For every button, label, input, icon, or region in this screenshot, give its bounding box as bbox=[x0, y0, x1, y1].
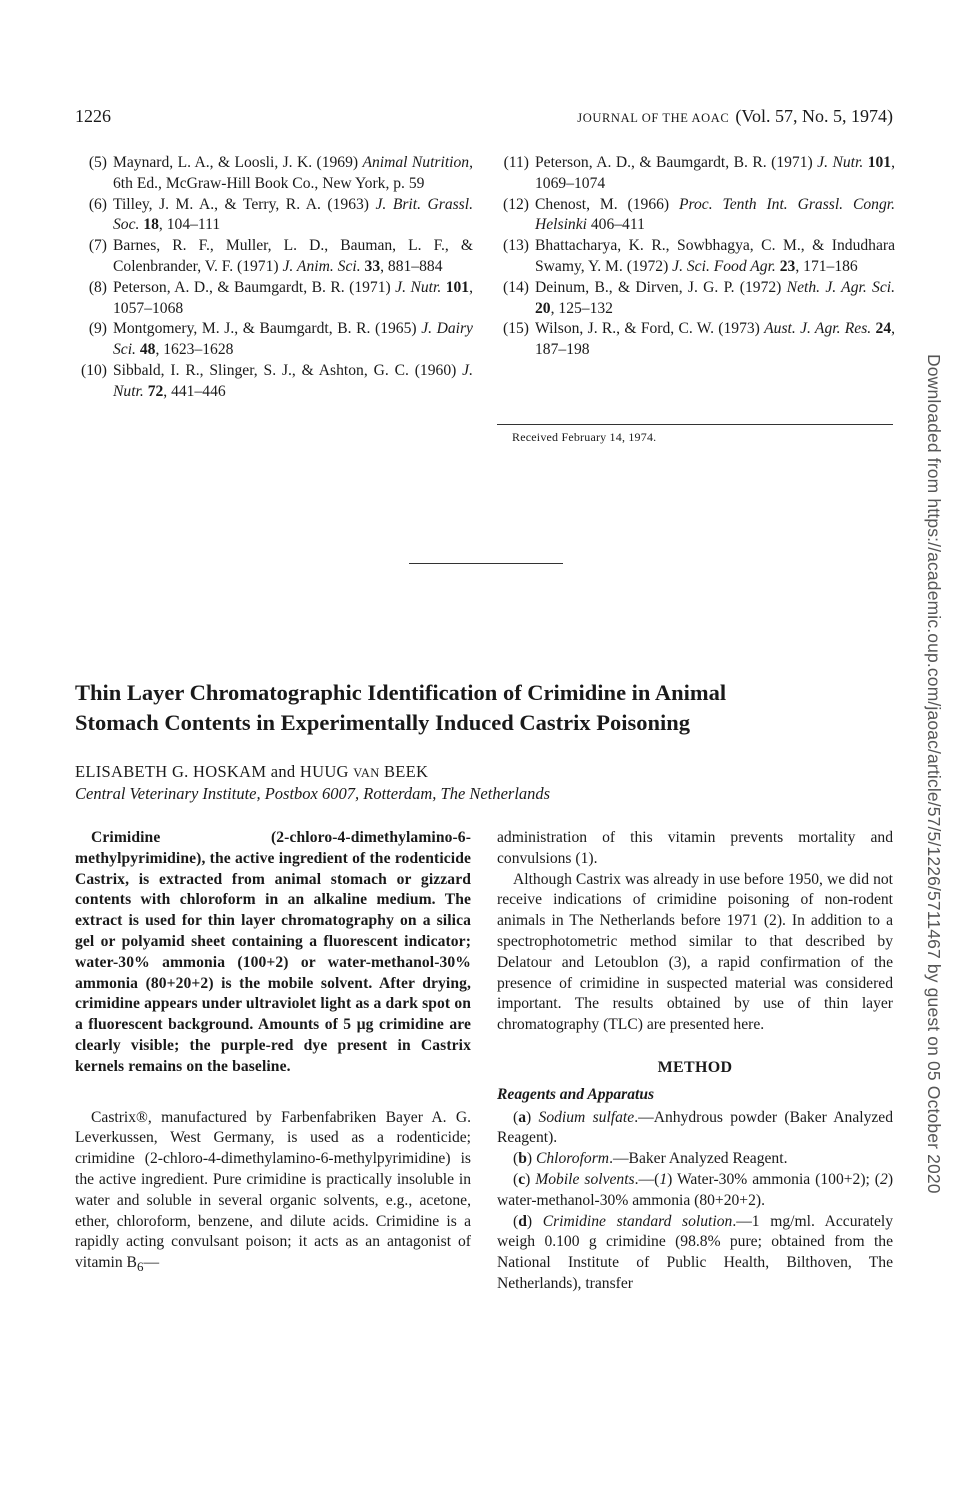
reference-item bbox=[75, 195, 473, 237]
intro-paragraph: Castrix®, manufactured by Farbenfabriken Bayer A. G. Leverkussen, West Germany, is used as a rodenticide; crimidine (2-chloro-4-dimethylamino-6-methylpyrimidine) is the active ingredient. Pure crimidine is practically insoluble in water and soluble in several organic solvents, e.g., acetone, ether, chloroform, benzene, and dilute acids. Crimidine is a rapidly acting convulsant poison; it acts as an antagonist of vitamin $B_6—$ bbox=[75, 1108, 471, 1275]
background-paragraph: Although Castrix was already in use before 1950, we did not receive indications of crimidine poisoning of non-rodent animals in The Netherlands before 1971 (2). In addition to a spectrophotometric method similar to that described by Delatour and Letoublon (3), a rapid confirmation of the presence of crimidine in suspected material was considered important. The results obtained by use of thin layer chromatography (TLC) are presented here. bbox=[497, 870, 893, 1034]
article-affiliation: Central Veterinary Institute, Postbox 6007, Rotterdam, The Netherlands bbox=[75, 784, 551, 803]
reference-item bbox=[497, 236, 895, 278]
reference-item bbox=[75, 319, 473, 361]
body-right-column bbox=[497, 828, 893, 1295]
reference-item bbox=[75, 361, 473, 403]
reference-item bbox=[75, 236, 473, 278]
reference-number: (15) bbox=[503, 320, 529, 338]
reference-text: Tilley, J. M. A., & Terry, R. A. (1963) J. Brit. Grassl. Soc. 18, 104–111 bbox=[113, 195, 473, 234]
reference-text: Deinum, B., & Dirven, J. G. P. (1972) Neth. J. Agr. Sci. 20, 125–132 bbox=[535, 278, 895, 317]
reference-item bbox=[497, 195, 895, 237]
reference-text: Montgomery, M. J., & Baumgardt, B. R. (1965) J. Dairy Sci. 48, 1623–1628 bbox=[113, 320, 473, 359]
reagent-d: (d) Crimidine standard solution.—1 mg/ml. Accurately weigh 0.100 g crimidine (98.8% pure; obtained from the National Institute of Public Health, Bilthoven, The Netherlands), transfer bbox=[497, 1212, 893, 1292]
reference-text: Wilson, J. R., & Ford, C. W. (1973) Aust. J. Agr. Res. 24, 187–198 bbox=[535, 320, 896, 359]
reference-number: (8) bbox=[88, 278, 107, 296]
reference-number: (9) bbox=[88, 320, 107, 338]
reference-text: Maynard, L. A., & Loosli, J. K. (1969) Animal Nutrition, 6th Ed., McGraw-Hill Book Co., New York, p. 59 bbox=[113, 154, 473, 192]
reference-item bbox=[497, 319, 895, 361]
journal-issue: (Vol. 57, No. 5, 1974) bbox=[735, 106, 893, 126]
article-title bbox=[75, 678, 905, 738]
method-heading: METHOD bbox=[657, 1058, 733, 1076]
received-divider bbox=[497, 424, 893, 425]
reference-number: (11) bbox=[503, 154, 529, 171]
continued-paragraph: administration of this vitamin prevents mortality and convulsions (1). bbox=[497, 829, 893, 867]
reference-item bbox=[75, 153, 473, 195]
reference-text: Bhattacharya, K. R., Sowbhagya, C. M., & Indudhara Swamy, Y. M. (1972) J. Sci. Food Agr. 23, 171–186 bbox=[535, 237, 895, 275]
reference-number: (7) bbox=[88, 237, 107, 255]
journal-name: JOURNAL OF THE AOAC bbox=[577, 111, 730, 125]
reagent-b: (b) Chloroform.—Baker Analyzed Reagent. bbox=[513, 1150, 788, 1168]
body-left-column bbox=[75, 828, 471, 1278]
references-left-column bbox=[75, 153, 473, 403]
reference-number: (13) bbox=[503, 237, 529, 255]
reference-text: Peterson, A. D., & Baumgardt, B. R. (1971) J. Nutr. 101, 1069–1074 bbox=[535, 154, 895, 192]
reference-item bbox=[75, 278, 473, 320]
article-title-line-1: Thin Layer Chromatographic Identification of Crimidine in Animal bbox=[75, 680, 727, 705]
running-header bbox=[75, 106, 893, 134]
reference-text: Barnes, R. F., Muller, L. D., Bauman, L. F., & Colenbrander, V. F. (1971) J. Anim. Sci. 33, 881–884 bbox=[113, 237, 473, 275]
spacer bbox=[75, 1078, 471, 1108]
abstract: Crimidine (2-chloro-4-dimethylamino-6-methylpyrimidine), the active ingredient of the rodenticide Castrix, is extracted from animal stomach or gizzard contents with chloroform in an alkaline medium. The extract is used for thin layer chromatography on a silica gel or polyamid sheet containing a fluorescent indicator; water-30% ammonia (100+2) or water-methanol-30% ammonia (80+20+2) is the mobile solvent. After drying, crimidine appears under ultraviolet light as a dark spot on a fluorescent background. Amounts of 5 µg crimidine are clearly visible; the purple-red dye present in Castrix kernels remains on the baseline. bbox=[75, 829, 471, 1075]
reference-number: (6) bbox=[88, 195, 107, 213]
references-right-column bbox=[497, 153, 895, 361]
reference-text: Chenost, M. (1966) Proc. Tenth Int. Grassl. Congr. Helsinki 406–411 bbox=[535, 195, 895, 234]
reference-number: (14) bbox=[503, 278, 529, 296]
reagent-a: (a) Sodium sulfate.—Anhydrous powder (Baker Analyzed Reagent). bbox=[497, 1108, 894, 1147]
article-separator bbox=[409, 563, 563, 564]
reference-number: (5) bbox=[88, 154, 107, 171]
page-number: 1226 bbox=[75, 106, 111, 126]
reference-text: Peterson, A. D., & Baumgardt, B. R. (1971) J. Nutr. 101, 1057–1068 bbox=[113, 278, 473, 317]
article-title-line-2: Stomach Contents in Experimentally Induced Castrix Poisoning bbox=[75, 710, 691, 735]
reference-item bbox=[497, 153, 895, 195]
article-authors: ELISABETH G. HOSKAM and HUUG VAN BEEK bbox=[75, 762, 429, 781]
download-watermark: Downloaded from https://academic.oup.com/jaoac/article/57/5/1226/5711467 by guest on 05 October 2020 bbox=[924, 354, 944, 1194]
reference-text: Sibbald, I. R., Slinger, S. J., & Ashton, G. C. (1960) J. Nutr. 72, 441–446 bbox=[113, 361, 473, 400]
reference-number: (10) bbox=[81, 361, 107, 379]
received-date: Received February 14, 1974. bbox=[512, 430, 657, 444]
reference-item bbox=[497, 278, 895, 320]
reference-number: (12) bbox=[503, 195, 529, 213]
journal-citation bbox=[577, 106, 893, 127]
reagent-c: (c) Mobile solvents.—(1) Water-30% ammonia (100+2); (2) water-methanol-30% ammonia (80+20+2). bbox=[497, 1170, 894, 1209]
reagents-heading: Reagents and Apparatus bbox=[497, 1085, 655, 1103]
